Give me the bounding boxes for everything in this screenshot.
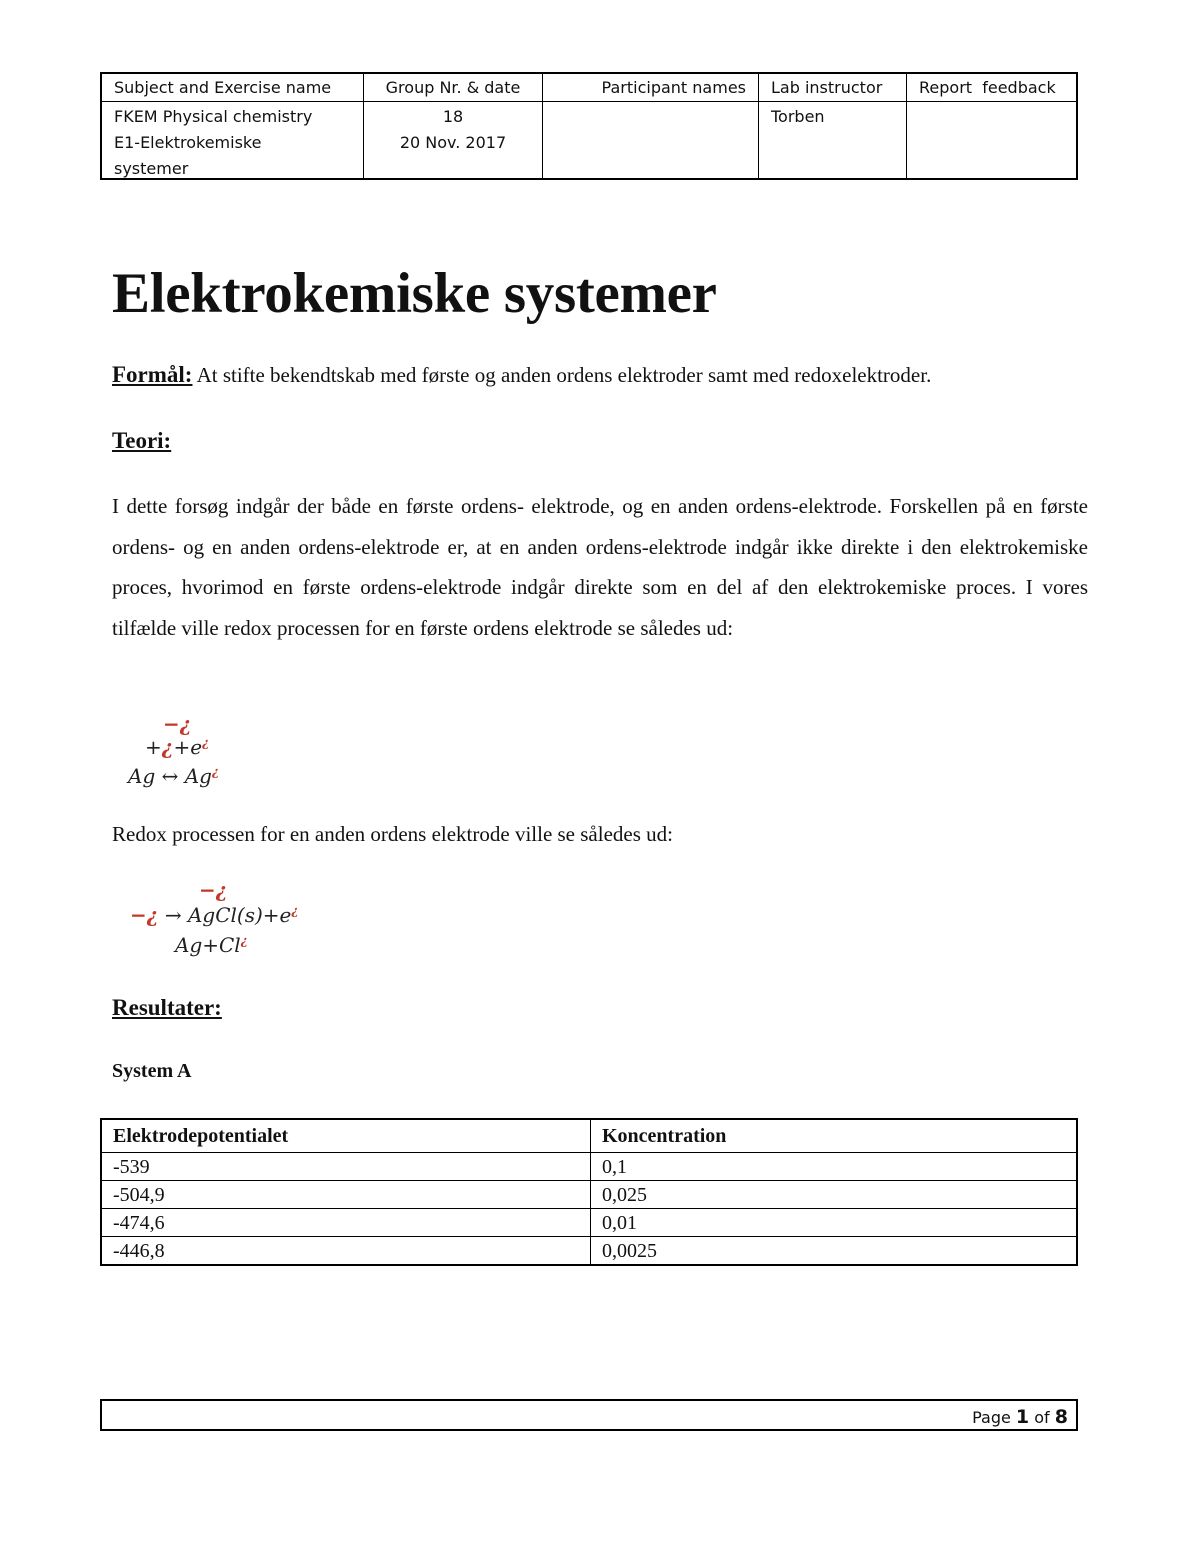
- equation-2-line-1: −¿: [199, 878, 228, 902]
- document-title: Elektrokemiske systemer: [112, 262, 717, 325]
- header-col-participants: [542, 74, 758, 178]
- equation-1-line-1: −¿: [163, 712, 192, 736]
- total-pages: 8: [1054, 1406, 1068, 1428]
- second-order-intro: Redox processen for en anden ordens elektrode ville se således ud:: [112, 822, 673, 846]
- purpose-text: At stifte bekendtskab med første og anden ordens elektroder samt med redoxelektroder.: [196, 363, 932, 387]
- table-cell: -539: [102, 1153, 591, 1180]
- equation-2-line-2: −¿ → AgCl(s)+e¿: [130, 903, 299, 927]
- header-cell: Lab instructor: [759, 74, 906, 102]
- page-footer: [100, 1399, 1078, 1431]
- table-row: [102, 1152, 1076, 1180]
- subject-line: FKEM Physical chemistry: [114, 107, 313, 126]
- results-heading: Resultater:: [112, 995, 222, 1020]
- header-col-subject: [102, 74, 363, 178]
- equation-2-line-3: Ag+Cl¿: [175, 933, 248, 957]
- table-row: [102, 1208, 1076, 1236]
- group-number: 18: [442, 107, 464, 126]
- system-a-label: System A: [112, 1060, 192, 1082]
- current-page: 1: [1015, 1406, 1030, 1428]
- equation-1-line-3: Ag ↔ Ag¿: [128, 764, 219, 788]
- instructor-value: Torben: [771, 107, 825, 126]
- purpose-label: Formål:: [112, 362, 193, 387]
- equation-1-line-2: +¿+e¿: [145, 735, 210, 759]
- header-cell: Participant names: [543, 74, 758, 102]
- theory-paragraph: I dette forsøg indgår der både en første ordens- elektrode, og en anden ordens-elektrode. Forskellen på en første ordens- og en anden ordens-elektrode er, at en anden ordens-elektrode indgår ikke direkte i den elektrokemiske proces, hvorimod en første ordens-elektrode indgår direkte som en del af den elektrokemiske proces. I vores tilfælde ville redox processen for en første ordens elektrode se således ud:: [112, 494, 1088, 640]
- header-cell: Subject and Exercise name: [102, 74, 363, 102]
- feedback-value: [907, 102, 1076, 104]
- table-header-row: [102, 1120, 1076, 1152]
- subject-line: E1-Elektrokemiske: [114, 133, 262, 152]
- table-cell: 0,01: [602, 1212, 637, 1234]
- table-header-cell: Elektrodepotentialet: [102, 1120, 591, 1152]
- table-cell: 0,0025: [602, 1240, 657, 1262]
- table-cell: 0,1: [602, 1156, 627, 1178]
- page-indicator: Page 1 of 8: [972, 1406, 1068, 1428]
- theory-heading: Teori:: [112, 428, 172, 453]
- header-col-group: [363, 74, 542, 178]
- purpose-line: [112, 362, 931, 388]
- header-cell: Group Nr. & date: [364, 74, 542, 102]
- subject-line: systemer: [114, 159, 189, 178]
- header-col-feedback: [906, 74, 1076, 178]
- table-cell: -474,6: [102, 1209, 591, 1236]
- group-date: 20 Nov. 2017: [399, 133, 507, 152]
- table-header-cell: Koncentration: [602, 1125, 727, 1147]
- table-row: [102, 1236, 1076, 1264]
- header-cell: Report feedback: [907, 74, 1076, 102]
- table-cell: -446,8: [102, 1237, 591, 1264]
- table-row: [102, 1180, 1076, 1208]
- results-table: [100, 1118, 1078, 1266]
- table-cell: -504,9: [102, 1181, 591, 1208]
- participants-value: [543, 102, 758, 104]
- header-col-instructor: [758, 74, 906, 178]
- header-table: [100, 72, 1078, 180]
- table-cell: 0,025: [602, 1184, 647, 1206]
